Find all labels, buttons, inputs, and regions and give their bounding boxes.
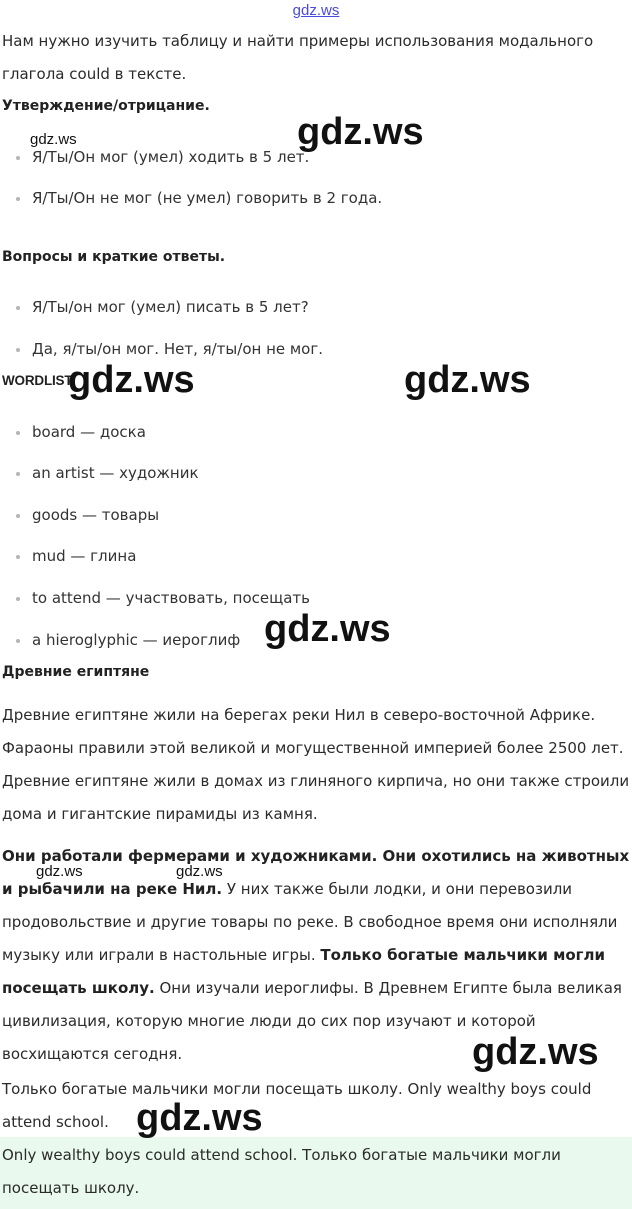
watermark: gdz.ws bbox=[136, 1097, 263, 1139]
egypt-paragraph-3: Только богатые мальчики могли посещать школу. Only wealthy boys could attend school. bbox=[2, 1080, 592, 1131]
section-title-affirm: Утверждение/отрицание. bbox=[2, 98, 210, 114]
watermark: gdz.ws bbox=[36, 863, 83, 880]
list-item: Я/Ты/он мог (умел) писать в 5 лет? bbox=[16, 298, 309, 316]
plain-text: У них также были лодки, и они перевозили продовольствие и другие товары по реке. В свободное время они исполняли музыку или играли в настольные игры. bbox=[2, 880, 618, 964]
watermark: gdz.ws bbox=[68, 359, 195, 401]
section-title-egypt: Древние египтяне bbox=[2, 664, 150, 680]
bullet-icon bbox=[16, 514, 20, 518]
section-title-questions: Вопросы и краткие ответы. bbox=[2, 249, 226, 265]
bullet-icon bbox=[16, 639, 20, 643]
watermark: gdz.ws bbox=[472, 1031, 599, 1073]
list-item: an artist — художник bbox=[16, 464, 199, 482]
bullet-icon bbox=[16, 597, 20, 601]
bullet-icon bbox=[16, 472, 20, 476]
bullet-icon bbox=[16, 431, 20, 435]
list-item: goods — товары bbox=[16, 506, 159, 524]
bullet-icon bbox=[16, 348, 20, 352]
list-item: to attend — участвовать, посещать bbox=[16, 589, 310, 607]
list-item: Я/Ты/Он мог (умел) ходить в 5 лет. bbox=[16, 148, 309, 166]
list-item: Я/Ты/Он не мог (не умел) говорить в 2 года. bbox=[16, 189, 382, 207]
list-item: a hieroglyphic — иероглиф bbox=[16, 631, 240, 649]
bullet-icon bbox=[16, 555, 20, 559]
section-title-wordlist: WORDLIST bbox=[2, 373, 73, 388]
intro-paragraph: Нам нужно изучить таблицу и найти примеры использования модального глагола could в тексте. bbox=[2, 32, 594, 83]
watermark: gdz.ws bbox=[297, 111, 424, 153]
watermark: gdz.ws bbox=[176, 863, 223, 880]
site-link-top[interactable]: gdz.ws bbox=[292, 2, 340, 19]
watermark: gdz.ws bbox=[264, 608, 391, 650]
list-item: Да, я/ты/он мог. Нет, я/ты/он не мог. bbox=[16, 340, 323, 358]
plain-text: Они изучали иероглифы. В Древнем Египте была великая цивилизация, которую многие люди до сих пор изучают и которой восхищаются сегодня. bbox=[2, 979, 622, 1063]
bold-text: Только богатые мальчики могли посещать школу. bbox=[2, 946, 605, 997]
watermark: gdz.ws bbox=[30, 131, 77, 148]
translation-highlight-text: Only wealthy boys could attend school. Только богатые мальчики могли посещать школу. bbox=[2, 1146, 561, 1197]
list-item: board — доска bbox=[16, 423, 146, 441]
bullet-icon bbox=[16, 156, 20, 160]
bullet-icon bbox=[16, 197, 20, 201]
list-item: mud — глина bbox=[16, 547, 136, 565]
bold-text: Они работали фермерами и художниками. Они охотились на животных и рыбачили на реке Нил. bbox=[2, 847, 630, 898]
watermark: gdz.ws bbox=[404, 359, 531, 401]
bullet-icon bbox=[16, 306, 20, 310]
egypt-paragraph-1: Древние египтяне жили на берегах реки Нил в северо-восточной Африке. Фараоны правили этой великой и могущественной империей более 2500 лет. Древние египтяне жили в домах из глиняного кирпича, но они также строили дома и гигантские пирамиды из камня. bbox=[2, 706, 630, 823]
